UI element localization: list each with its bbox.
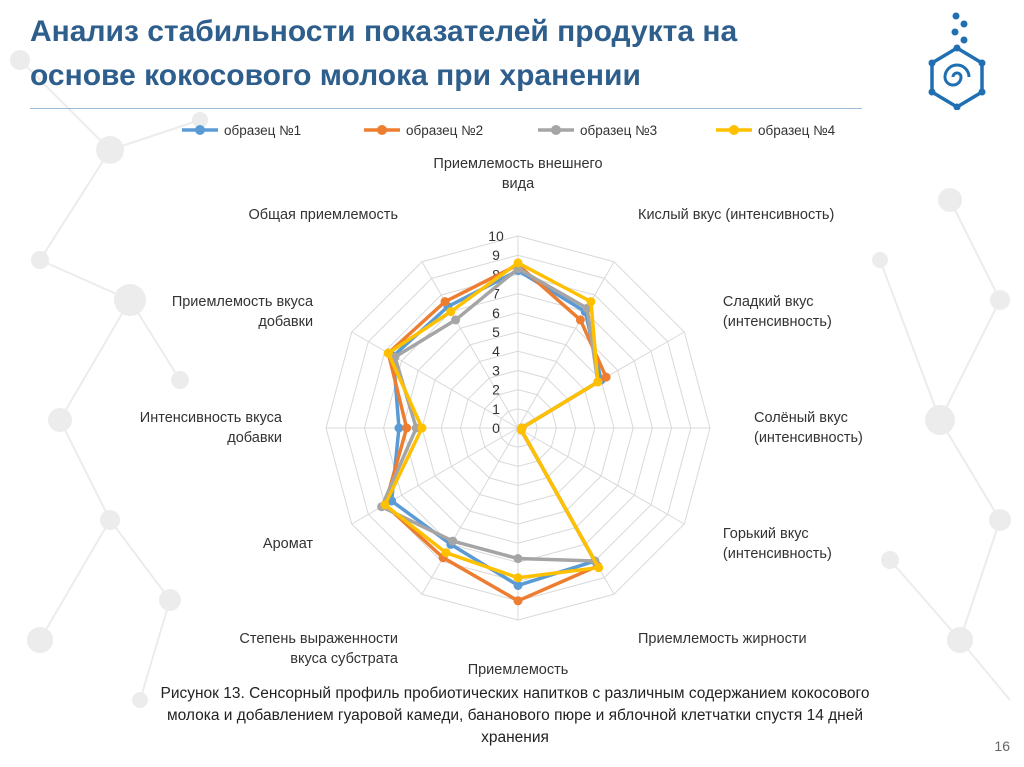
tick-label: 9: [492, 247, 500, 264]
legend-marker: [551, 125, 561, 135]
grid-spoke: [422, 262, 518, 428]
category-label: Солёный вкус (интенсивность): [754, 410, 863, 446]
category-label: Общая приемлемость: [248, 207, 398, 224]
series-point: [380, 500, 389, 509]
series-point: [441, 297, 450, 306]
series-point: [517, 425, 526, 434]
category-label: Горький вкус (интенсивность): [722, 526, 832, 562]
legend-label: образец №4: [758, 123, 836, 138]
series-point: [394, 424, 403, 433]
radar-chart: [0, 110, 1024, 680]
legend-label: образец №3: [580, 123, 658, 138]
series-point: [514, 581, 523, 590]
tick-label: 7: [492, 285, 500, 302]
series-point: [384, 349, 393, 358]
tick-label: 4: [492, 343, 500, 360]
series-point: [451, 315, 460, 324]
tick-label: 10: [488, 228, 504, 244]
series-point: [448, 537, 457, 546]
page-number: 16: [994, 738, 1010, 754]
legend-marker: [729, 125, 739, 135]
series-point: [446, 307, 455, 316]
tick-label: 3: [492, 362, 500, 379]
chart-legend: [182, 123, 836, 138]
tick-label: 5: [492, 324, 500, 340]
category-label: Степень выраженности вкуса субстрата: [239, 630, 398, 667]
grid-spoke: [352, 428, 518, 524]
legend-label: образец №2: [406, 123, 484, 138]
series-point: [442, 548, 451, 557]
category-label: Приемлемость вкуса добавки: [171, 294, 314, 330]
category-label: Кислый вкус (интенсивность): [638, 207, 835, 224]
category-label: Приемлемость: [467, 662, 569, 678]
tick-label: 0: [492, 420, 500, 436]
series-point: [593, 377, 602, 386]
series-point: [514, 573, 523, 582]
series-point: [402, 424, 411, 433]
category-label: Аромат: [262, 536, 314, 552]
molecule-logo-icon: [922, 10, 992, 110]
series-point: [576, 315, 585, 324]
tick-label: 6: [492, 304, 500, 321]
series-point: [586, 297, 595, 306]
grid-spoke: [518, 428, 684, 524]
series-point: [594, 563, 603, 572]
series-point: [514, 554, 523, 563]
page-title: Анализ стабильности показателей продукта на основе кокосового молока при хранении: [30, 15, 738, 92]
category-label: Сладкий вкус (интенсивность): [722, 294, 832, 330]
category-label: Интенсивность вкуса добавки: [139, 410, 282, 446]
legend-marker: [377, 125, 387, 135]
grid-spoke: [422, 428, 518, 594]
category-label: Приемлемость внешнего вида: [433, 156, 603, 192]
title-divider: [30, 108, 862, 109]
series-point: [514, 596, 523, 605]
series-point: [602, 373, 611, 382]
legend-label: образец №1: [224, 123, 302, 138]
category-label: Приемлемость жирности: [638, 630, 807, 647]
tick-label: 1: [492, 400, 500, 417]
series-point: [514, 258, 523, 267]
tick-label: 8: [492, 266, 500, 283]
series-point: [418, 424, 427, 433]
legend-marker: [195, 125, 205, 135]
tick-label: 2: [492, 381, 500, 398]
figure-caption: Рисунок 13. Сенсорный профиль пробиотических напитков с различным содержанием кокосового молока и добавлением гуаровой камеди, бананового пюре и яблочной клетчатки спустя 14 дней хранения: [160, 685, 870, 746]
